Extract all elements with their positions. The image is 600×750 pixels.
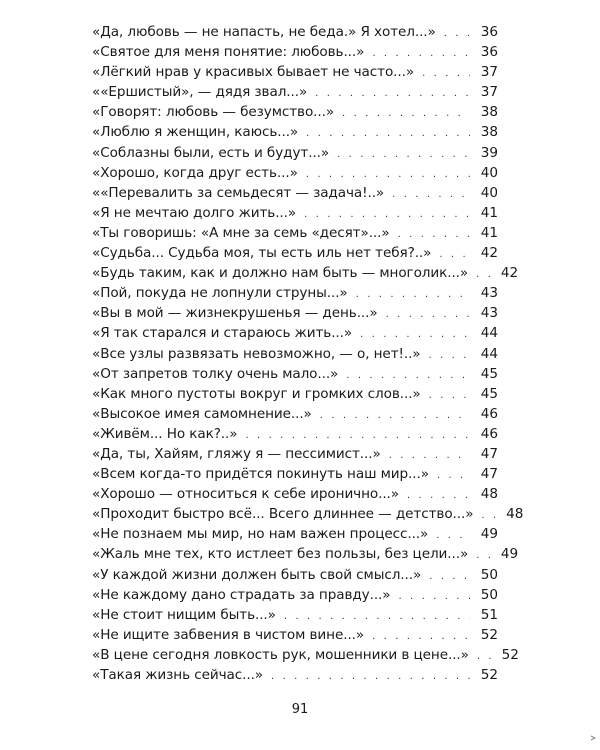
toc-entry [92, 585, 498, 605]
toc-dot-leader [346, 366, 470, 386]
toc-entry [92, 303, 498, 323]
toc-dot-leader [246, 426, 471, 446]
toc-entry [92, 384, 498, 404]
toc-entry [92, 464, 498, 484]
toc-dot-leader [386, 305, 470, 325]
toc-dot-leader [284, 607, 470, 627]
toc-entry [92, 544, 519, 564]
toc-entry-page: 51 [480, 606, 498, 623]
toc-entry-page: 41 [480, 204, 498, 221]
toc-entry-title: «Всем когда-то придётся покинуть наш мир...» [92, 466, 429, 483]
toc-dot-leader [476, 265, 490, 285]
toc-entry-page: 48 [480, 486, 498, 503]
toc-entry-page: 52 [480, 667, 498, 683]
toc-entry-title: «Соблазны были, есть и будут...» [92, 144, 330, 161]
toc-entry [92, 243, 498, 263]
toc-entry [92, 344, 498, 364]
page-number: 91 [291, 702, 309, 717]
toc-dot-leader [398, 225, 470, 245]
toc-dot-leader [342, 104, 470, 124]
toc-entry-page: 39 [480, 144, 498, 161]
toc-entry [92, 203, 498, 223]
toc-entry-title: «Высокое имея самомнение...» [92, 405, 312, 422]
toc-entry [92, 122, 498, 142]
toc-entry-title: ««Ершистый», — дядя звал...» [92, 84, 308, 101]
toc-dot-leader [372, 44, 470, 64]
toc-dot-leader [429, 346, 470, 366]
toc-entry-title: «Хорошо — относиться к себе иронично...» [92, 486, 399, 503]
toc-dot-leader [306, 124, 470, 144]
toc-entry-title: «Не познаем мы мир, но нам важен процесс...» [92, 526, 429, 543]
toc-entry-page: 38 [480, 104, 498, 121]
toc-entry-page: 43 [480, 305, 498, 322]
toc-entry-page: 36 [480, 24, 498, 40]
toc-entry [92, 645, 519, 665]
toc-entry [92, 625, 498, 645]
toc-entry-title: «Не каждому дано страдать за правду...» [92, 586, 391, 603]
toc-entry-title: «Да, ты, Хайям, гляжу я — пессимист...» [92, 445, 381, 462]
toc-entry-title: ««Перевалить за семьдесят — задача!..» [92, 184, 385, 201]
toc-entry [92, 102, 498, 122]
toc-entry-page: 48 [506, 506, 524, 523]
toc-entry-title: «От запретов толку очень мало...» [92, 365, 339, 382]
toc-dot-leader [439, 245, 470, 265]
toc-dot-leader [306, 165, 470, 185]
toc-entry-page: 43 [480, 285, 498, 302]
toc-entry [92, 82, 498, 102]
table-of-contents [92, 22, 524, 685]
toc-entry [92, 524, 498, 544]
toc-entry-page: 52 [480, 626, 498, 643]
toc-entry-page: 42 [500, 265, 519, 282]
toc-entry [92, 263, 519, 283]
toc-dot-leader [392, 185, 470, 205]
toc-entry-page: 44 [480, 345, 498, 362]
toc-entry-page: 50 [480, 586, 498, 603]
toc-entry-page: 40 [480, 184, 498, 201]
toc-dot-leader [429, 567, 470, 587]
toc-entry-title: «Вы в мой — жизнекрушенья — день...» [92, 305, 378, 322]
toc-dot-leader [422, 64, 470, 84]
toc-dot-leader [407, 486, 470, 506]
toc-entry-page: 38 [480, 124, 498, 141]
toc-dot-leader [436, 526, 470, 546]
toc-entry [92, 665, 498, 685]
toc-entry-title: «Не ищите забвения в чистом вине...» [92, 626, 365, 643]
toc-entry-page: 46 [480, 405, 498, 422]
toc-entry [92, 143, 498, 163]
toc-dot-leader [337, 145, 470, 165]
toc-entry-page: 45 [480, 385, 498, 402]
toc-dot-leader [320, 406, 470, 426]
toc-entry [92, 323, 498, 343]
toc-entry [92, 565, 498, 585]
toc-entry-title: «В цене сегодня ловкость рук, мошенники в цене...» [92, 646, 469, 663]
toc-entry [92, 42, 498, 62]
toc-entry-title: «Все узлы развязать невозможно, — о, нет!..» [92, 345, 421, 362]
toc-entry [92, 163, 498, 183]
toc-dot-leader [476, 546, 490, 566]
toc-entry-page: 36 [480, 44, 498, 61]
toc-dot-leader [271, 667, 470, 687]
toc-entry [92, 424, 498, 444]
toc-dot-leader [477, 647, 491, 667]
toc-entry-title: «Жаль мне тех, кто истлеет без пользы, без цели...» [92, 546, 469, 563]
toc-entry-page: 40 [480, 164, 498, 181]
toc-entry [92, 404, 498, 424]
toc-entry-page: 47 [480, 445, 498, 462]
toc-dot-leader [360, 325, 470, 345]
toc-entry-page: 50 [480, 566, 498, 583]
toc-entry-title: «Люблю я женщин, каюсь...» [92, 124, 299, 141]
toc-entry [92, 484, 498, 504]
toc-entry-title: «Будь таким, как и должно нам быть — многолик...» [92, 265, 469, 282]
toc-dot-leader [304, 205, 470, 225]
toc-entry-title: «Не стоит нищим быть...» [92, 606, 276, 623]
toc-entry-page: 47 [480, 466, 498, 483]
toc-dot-leader [389, 446, 470, 466]
toc-entry-page: 42 [480, 245, 498, 262]
toc-entry-title: «Пой, покуда не лопнули струны...» [92, 285, 348, 302]
corner-arrow-icon [590, 735, 596, 741]
toc-entry [92, 22, 498, 42]
toc-dot-leader [356, 285, 470, 305]
toc-entry-title: «Я не мечтаю долго жить...» [92, 204, 297, 221]
toc-entry-page: 49 [500, 546, 519, 563]
toc-entry-title: «Я так старался и стараюсь жить...» [92, 325, 353, 342]
toc-entry-title: «Лёгкий нрав у красивых бывает не часто...» [92, 64, 415, 81]
toc-entry [92, 223, 498, 243]
toc-entry-title: «Да, любовь — не напасть, не беда.» Я хотел...» [92, 24, 436, 40]
toc-dot-leader [437, 466, 470, 486]
toc-entry-page: 37 [480, 64, 498, 81]
toc-entry [92, 605, 498, 625]
toc-entry-title: «Как много пустоты вокруг и громких слов...» [92, 385, 421, 402]
toc-dot-leader [444, 24, 470, 44]
toc-entry [92, 444, 498, 464]
toc-entry [92, 283, 498, 303]
toc-entry-page: 37 [480, 84, 498, 101]
toc-entry-page: 52 [501, 646, 519, 663]
toc-dot-leader [399, 587, 471, 607]
toc-dot-leader [481, 506, 495, 526]
toc-entry-title: «Такая жизнь сейчас...» [92, 667, 264, 683]
toc-entry-page: 45 [480, 365, 498, 382]
toc-entry-title: «Проходит быстро всё... Всего длиннее — детство...» [92, 506, 474, 523]
toc-dot-leader [315, 84, 470, 104]
toc-entry-title: «Живём... Но как?..» [92, 425, 238, 442]
toc-entry-title: «У каждой жизни должен быть свой смысл...» [92, 566, 422, 583]
toc-entry [92, 504, 524, 524]
toc-entry [92, 364, 498, 384]
toc-entry-page: 49 [480, 526, 498, 543]
toc-entry [92, 183, 498, 203]
toc-entry-title: «Судьба... Судьба моя, ты есть иль нет тебя?..» [92, 245, 432, 262]
toc-entry-title: «Святое для меня понятие: любовь...» [92, 44, 365, 61]
toc-entry-page: 41 [480, 224, 498, 241]
toc-dot-leader [372, 627, 470, 647]
toc-entry-title: «Говорят: любовь — безумство...» [92, 104, 335, 121]
toc-entry [92, 62, 498, 82]
toc-entry-page: 44 [480, 325, 498, 342]
toc-entry-title: «Ты говоришь: «А мне за семь «десят»...» [92, 224, 390, 241]
toc-entry-title: «Хорошо, когда друг есть...» [92, 164, 298, 181]
toc-dot-leader [429, 386, 470, 406]
toc-entry-page: 46 [480, 425, 498, 442]
